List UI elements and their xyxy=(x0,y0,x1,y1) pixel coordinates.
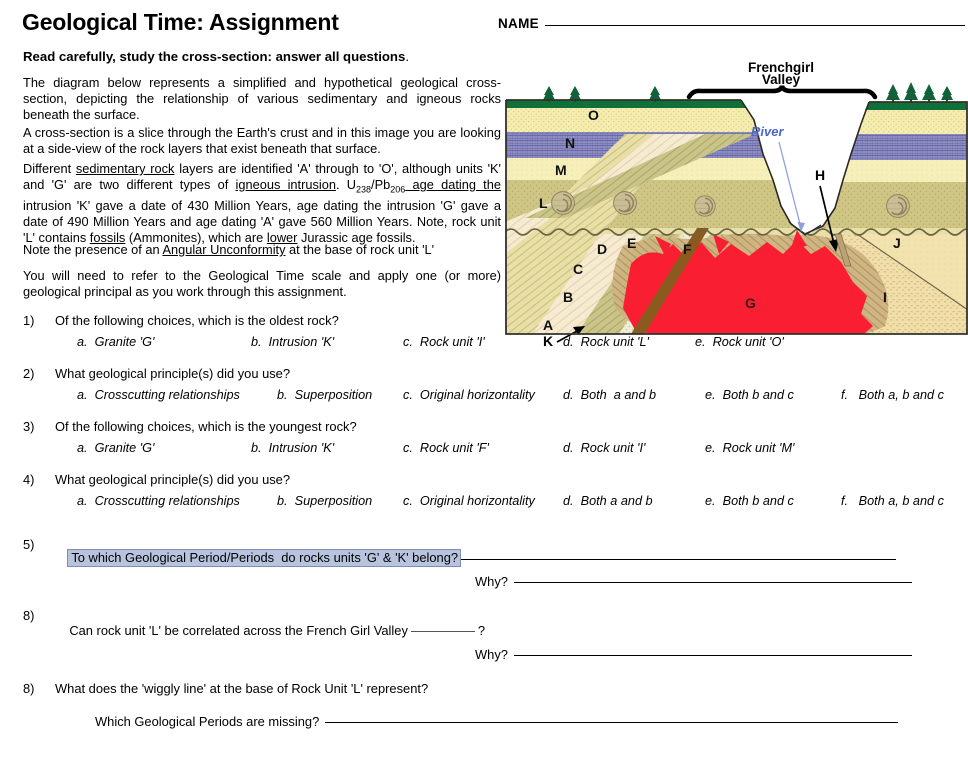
question-5-why-label: Why? xyxy=(475,574,508,589)
p3-segment-d: /Pb xyxy=(371,177,391,193)
intro-paragraph-2: A cross-section is a slice through the Earth's crust and in this image you are looking at a side-view of the rock layers that exist beneath that surface. xyxy=(23,125,501,157)
river-label: River xyxy=(751,124,784,139)
unit-label-M: M xyxy=(555,162,567,178)
p4-segment-b: at the base of rock unit 'L' xyxy=(285,242,435,257)
q1-option-d[interactable]: d. Rock unit 'L' xyxy=(563,335,649,349)
geological-cross-section-diagram xyxy=(505,58,968,348)
intro-paragraph-1: The diagram below represents a simplified and hypothetical geological cross-section, depicting the relationship of various sedimentary and igneous rocks beneath the surface. xyxy=(23,75,501,123)
q1-option-a[interactable]: a. Granite 'G' xyxy=(77,335,155,349)
intro-paragraph-5: You will need to refer to the Geological Time scale and apply one (or more) geological principal as you work through this assignment. xyxy=(23,268,501,300)
question-6-number: 8) xyxy=(23,608,35,623)
q2-option-c[interactable]: c. Original horizontality xyxy=(403,388,535,402)
q2-option-a[interactable]: a. Crosscutting relationships xyxy=(77,388,240,402)
question-5-why-row xyxy=(475,574,912,589)
valley-brace xyxy=(689,86,875,97)
question-1-stem: Of the following choices, which is the oldest rock? xyxy=(55,313,339,328)
question-6-why-row xyxy=(475,647,912,662)
instruction-text: Read carefully, study the cross-section: answer all questions xyxy=(23,49,406,64)
unit-label-O: O xyxy=(588,107,599,123)
p3-segment-f: (Ammonites), which are xyxy=(125,230,267,246)
instruction-heading xyxy=(23,49,409,64)
term-sedimentary-rock: sedimentary rock xyxy=(75,161,175,176)
unit-label-J: J xyxy=(893,235,901,251)
intro-paragraph-4 xyxy=(23,242,501,258)
unit-label-C: C xyxy=(573,261,584,277)
unit-label-F: F xyxy=(683,241,692,257)
question-5-stem-highlighted[interactable]: To which Geological Period/Periods do rocks units 'G' & 'K' belong? xyxy=(67,549,461,567)
q3-option-b[interactable]: b. Intrusion 'K' xyxy=(251,441,335,455)
question-6-inline-blank[interactable] xyxy=(411,630,475,632)
p3-segment-b: layers are identified 'A' through to 'O', although units 'K' and 'G' are two different types of xyxy=(23,161,502,193)
name-answer-line[interactable] xyxy=(545,24,965,26)
q3-option-c[interactable]: c. Rock unit 'F' xyxy=(403,441,489,455)
name-field xyxy=(498,16,965,31)
question-7-stem: What does the 'wiggly line' at the base of Rock Unit 'L' represent? xyxy=(55,681,429,696)
question-7-sub-row xyxy=(95,714,898,729)
p3-segment-e: intrusion 'K' gave a date of 430 Million Years, age dating the intrusion 'G' gave a date of 490 Million Years and age dating 'A' gave 560 Million Years. Note, rock unit 'L' contains xyxy=(23,197,501,246)
q3-option-d[interactable]: d. Rock unit 'I' xyxy=(563,441,646,455)
question-1-number: 1) xyxy=(23,313,35,328)
term-lower: lower xyxy=(266,230,298,246)
q2-option-d[interactable]: d. Both a and b xyxy=(563,388,657,402)
unit-label-H: H xyxy=(815,167,826,183)
question-5-why-line[interactable] xyxy=(514,581,912,583)
question-5-number: 5) xyxy=(23,537,35,552)
q4-option-a[interactable]: a. Crosscutting relationships xyxy=(77,494,240,508)
q4-option-b[interactable]: b. Superposition xyxy=(277,494,373,508)
term-igneous-intrusion: igneous intrusion xyxy=(235,177,336,193)
valley-label-group xyxy=(689,60,875,97)
question-6-why-line[interactable] xyxy=(514,654,912,656)
term-fossils: fossils xyxy=(89,230,126,246)
valley-label-line1: Frenchgirl xyxy=(747,60,815,75)
unit-label-K: K xyxy=(543,333,554,348)
question-2-number: 2) xyxy=(23,366,35,381)
term-angular-unconformity: Angular Unconformity xyxy=(162,242,286,257)
question-4-stem: What geological principle(s) did you use? xyxy=(55,472,291,487)
page-title: Geological Time: Assignment xyxy=(22,9,339,35)
p3-segment-c: . U xyxy=(335,177,356,193)
q1-option-c[interactable]: c. Rock unit 'I' xyxy=(403,335,485,349)
unit-label-L: L xyxy=(539,195,548,211)
q1-option-e[interactable]: e. Rock unit 'O' xyxy=(695,335,784,349)
unit-label-A2: A xyxy=(543,317,554,333)
question-5-answer-line[interactable] xyxy=(461,558,896,560)
q2-option-f[interactable]: f. Both a, b and c xyxy=(841,388,944,402)
grass-right xyxy=(865,102,967,110)
p3-segment-a: Different xyxy=(23,161,76,176)
term-age-dating: age dating the xyxy=(405,177,501,193)
p4-segment-a: Note the presence of an xyxy=(23,242,163,257)
instruction-period: . xyxy=(405,49,409,64)
q2-option-e[interactable]: e. Both b and c xyxy=(705,388,794,402)
question-7-answer-line[interactable] xyxy=(325,721,898,723)
lead-206-subscript: 206 xyxy=(390,184,406,195)
q1-option-b[interactable]: b. Intrusion 'K' xyxy=(251,335,335,349)
question-3-stem: Of the following choices, which is the youngest rock? xyxy=(55,419,357,434)
q4-option-e[interactable]: e. Both b and c xyxy=(705,494,794,508)
p3-segment-g: Jurassic age fossils. xyxy=(297,230,416,246)
question-6-question-mark: ? xyxy=(477,623,486,638)
name-label: NAME xyxy=(498,16,539,31)
unit-label-I: I xyxy=(883,289,887,305)
question-3-number: 3) xyxy=(23,419,35,434)
q3-option-e[interactable]: e. Rock unit 'M' xyxy=(705,441,795,455)
question-6-why-label: Why? xyxy=(475,647,508,662)
q4-option-d[interactable]: d. Both a and b xyxy=(563,494,653,508)
unit-label-E: E xyxy=(627,235,637,251)
unit-label-B: B xyxy=(563,289,574,305)
q4-option-f[interactable]: f. Both a, b and c xyxy=(841,494,944,508)
unit-label-D: D xyxy=(597,241,608,257)
unit-label-N: N xyxy=(565,135,576,151)
intro-paragraph-3 xyxy=(23,161,501,247)
question-7-sub-stem: Which Geological Periods are missing? xyxy=(95,714,320,729)
q2-option-b[interactable]: b. Superposition xyxy=(277,388,373,402)
q4-option-c[interactable]: c. Original horizontality xyxy=(403,494,535,508)
valley-label-line2: Valley xyxy=(761,72,801,87)
question-7-number: 8) xyxy=(23,681,35,696)
question-4-number: 4) xyxy=(23,472,35,487)
question-6-stem-text: Can rock unit 'L' be correlated across the French Girl Valley xyxy=(69,623,408,638)
q3-option-a[interactable]: a. Granite 'G' xyxy=(77,441,155,455)
question-6-stem-row xyxy=(55,608,485,653)
unit-label-G: G xyxy=(745,295,756,311)
uranium-238-subscript: 238 xyxy=(355,184,372,195)
grass-left xyxy=(506,100,747,108)
question-2-stem: What geological principle(s) did you use? xyxy=(55,366,291,381)
